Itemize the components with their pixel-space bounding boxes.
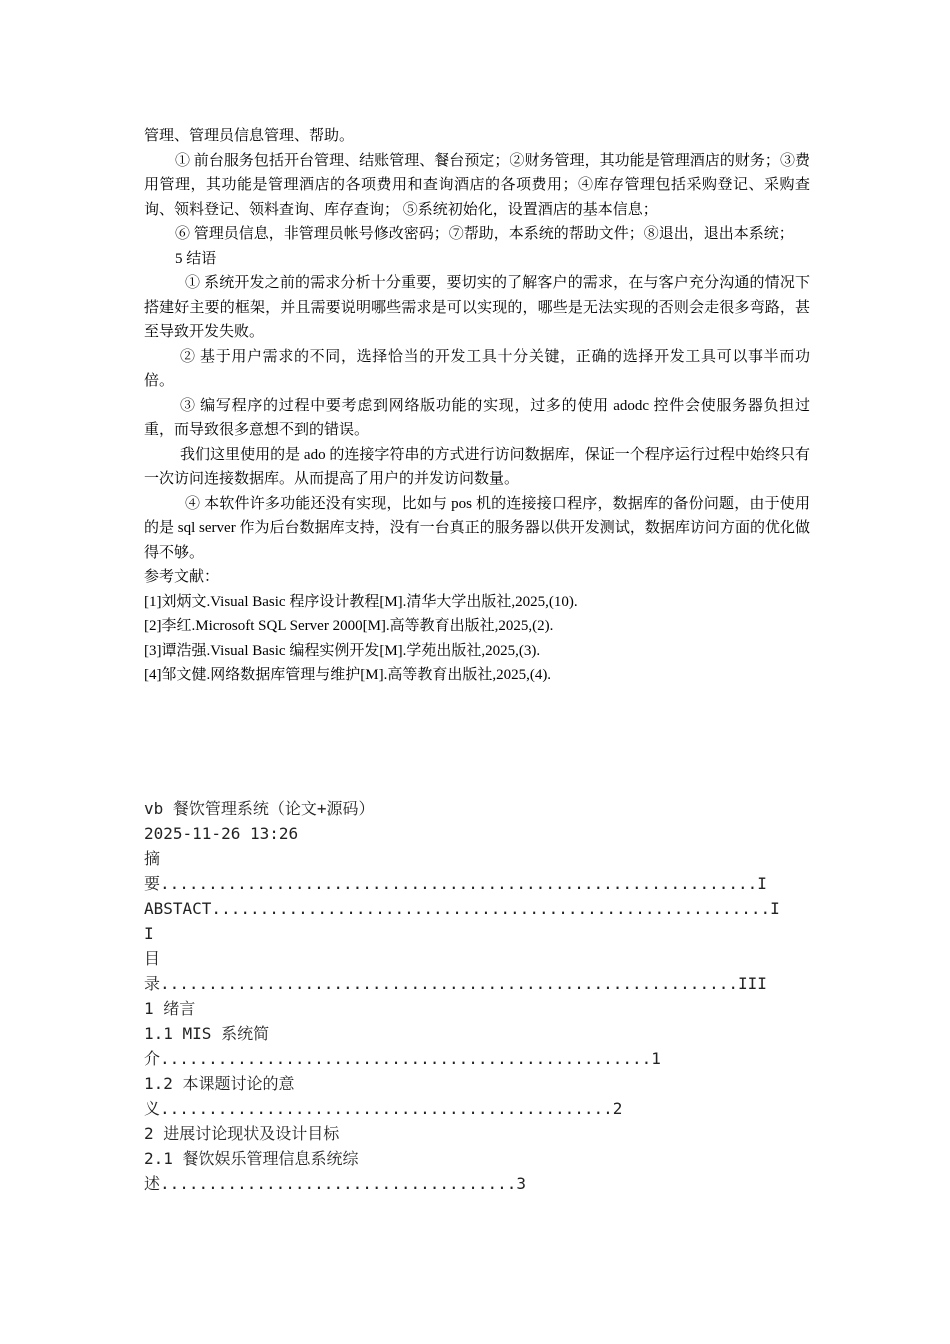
article-title: vb 餐饮管理系统（论文+源码） xyxy=(144,799,375,818)
paragraph: ① 前台服务包括开台管理、结账管理、餐台预定；②财务管理，其功能是管理酒店的财务；③费用管理，其功能是管理酒店的各项费用和查询酒店的各项费用；④库存管理包括采购登记、采购查询、领料登记、领料查询、库存查询； ⑤系统初始化，设置酒店的基本信息； xyxy=(144,152,810,218)
toc-line: 要..............................................................I xyxy=(144,874,767,893)
paragraph: ① 系统开发之前的需求分析十分重要，要切实的了解客户的需求，在与客户充分沟通的情况下搭建好主要的框架，并且需要说明哪些需求是可以实现的，哪些是无法实现的否则会走很多弯路，甚至导致开发失败。 xyxy=(144,275,810,340)
paragraph: 管理、管理员信息管理、帮助。 xyxy=(144,128,355,144)
reference-item: [3]谭浩强.Visual Basic 编程实例开发[M].学苑出版社,2025,(3). xyxy=(144,642,541,659)
paragraph: ④ 本软件许多功能还没有实现，比如与 pos 机的连接接口程序，数据库的备份问题，由于使用的是 sql server 作为后台数据库支持，没有一台真正的服务器以供开发测试，数据库访问方面的优化做得不够。 xyxy=(144,495,810,561)
section-heading: 5 结语 xyxy=(175,250,217,267)
reference-item: [4]邹文健.网络数据库管理与维护[M].高等教育出版社,2025,(4). xyxy=(144,667,552,683)
reference-item: [2]李红.Microsoft SQL Server 2000[M].高等教育出版社,2025,(2). xyxy=(144,618,554,634)
toc-line: ABSTACT..........................................................I xyxy=(144,899,780,918)
article-timestamp: 2025-11-26 13:26 xyxy=(144,824,299,843)
references-heading: 参考文献： xyxy=(144,569,220,585)
paragraph: ③ 编写程序的过程中要考虑到网络版功能的实现，过多的使用 adodc 控件会使服务器负担过重，而导致很多意想不到的错误。 xyxy=(144,397,810,438)
toc-line: 目 xyxy=(144,949,161,968)
toc-line: 1 绪言 xyxy=(144,999,196,1018)
toc-line: 2 进展讨论现状及设计目标 xyxy=(144,1124,340,1143)
toc-line: 介...................................................1 xyxy=(144,1049,661,1068)
toc-line: 1.2 本课题讨论的意 xyxy=(144,1074,295,1093)
toc-line: 摘 xyxy=(144,849,161,868)
paragraph: 我们这里使用的是 ado 的连接字符串的方式进行访问数据库，保证一个程序运行过程中始终只有一次访问连接数据库。从而提高了用户的并发访问数量。 xyxy=(144,446,810,487)
reference-item: [1]刘炳文.Visual Basic 程序设计教程[M].清华大学出版社,2025,(10). xyxy=(144,593,578,610)
toc-line: 2.1 餐饮娱乐管理信息系统综 xyxy=(144,1149,359,1168)
toc-line: 义...............................................2 xyxy=(144,1099,623,1118)
toc-line: 述.....................................3 xyxy=(144,1174,527,1193)
body-text xyxy=(144,124,810,688)
toc-section xyxy=(144,796,794,1196)
paragraph: ⑥ 管理员信息，非管理员帐号修改密码；⑦帮助，本系统的帮助文件；⑧退出，退出本系统； xyxy=(175,226,794,242)
toc-line: I xyxy=(144,924,154,943)
toc-line: 录............................................................III xyxy=(144,974,767,993)
toc-line: 1.1 MIS 系统简 xyxy=(144,1024,270,1043)
paragraph: ② 基于用户需求的不同，选择恰当的开发工具十分关键，正确的选择开发工具可以事半而功倍。 xyxy=(144,348,810,389)
